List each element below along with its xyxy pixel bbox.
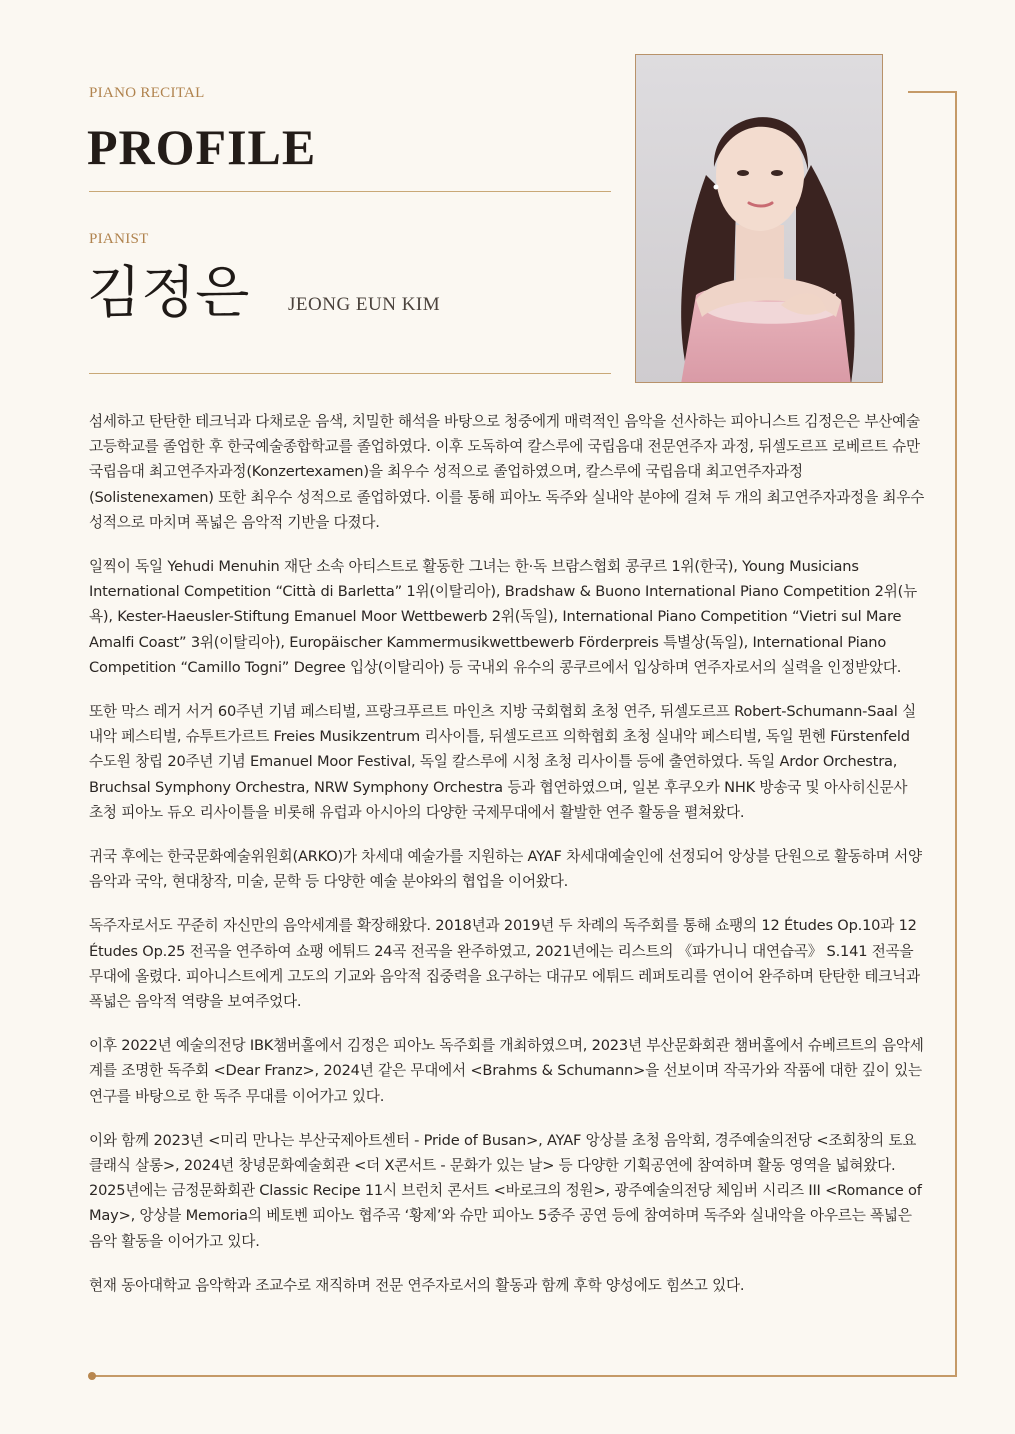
biography-paragraph: 이와 함께 2023년 <미리 만나는 부산국제아트센터 - Pride of Busan>, AYAF 앙상블 초청 음악회, 경주예술의전당 <조회창의 토요 클래식 살롱>, 2024년 창녕문화예술회관 <더 X콘서트 - 문화가 있는 날> 등 다양한 기획공연에 참여하며 활동 영역을 넓혀왔다. 2025년에는 금정문화회관 Classic Recipe 11시 브런치 콘서트 <바로크의 정원>, 광주예술의전당 체임버 시리즈 III <Romance of May>, 앙상블 Memoria의 베토벤 피아노 협주곡 ‘황제’와 슈만 피아노 5중주 공연 등에 참여하며 독주와 실내악을 아우르는 폭넓은 음악 활동을 이어가고 있다. [89, 1131, 922, 1250]
title-divider [89, 191, 611, 192]
frame-line-top [908, 91, 957, 93]
name-divider [89, 373, 611, 374]
artist-name-korean: 김정은 [87, 261, 250, 326]
biography-paragraph: 섬세하고 탄탄한 테크닉과 다채로운 음색, 치밀한 해석을 바탕으로 청중에게 매력적인 음악을 선사하는 피아니스트 김정은은 부산예술고등학교를 졸업한 후 한국예술종합학교를 졸업하였다. 이후 도독하여 칼스루에 국립음대 전문연주자 과정, 뒤셀도르프 로베르트 슈만 국립음대 최고연주자과정(Konzertexamen)을 최우수 성적으로 졸업하였으며, 칼스루에 국립음대 최고연주자과정(Solistenexamen) 또한 최우수 성적으로 졸업하였다. 이를 통해 피아노 독주와 실내악 분야에 걸쳐 두 개의 최고연주자과정을 최우수 성적으로 마치며 폭넓은 음악적 기반을 다졌다. [89, 413, 925, 531]
frame-endpoint-dot [88, 1372, 96, 1380]
biography-paragraph: 또한 막스 레거 서거 60주년 기념 페스티벌, 프랑크푸르트 마인츠 지방 국회협회 초청 연주, 뒤셀도르프 Robert-Schumann-Saal 실내악 페스티벌, 슈투트가르트 Freies Musikzentrum 리사이틀, 뒤셀도르프 의학협회 초청 실내악 페스티벌, 독일 뮌헨 Fürstenfeld 수도원 창립 20주년 기념 Emanuel Moor Festival, 독일 칼스루에 시청 초청 리사이틀 등에 출연하였다. 독일 Ardor Orchestra, Bruchsal Symphony Orchestra, NRW Symphony Orchestra 등과 협연하였으며, 일본 후쿠오카 NHK 방송국 및 아사히신문사 초청 피아노 듀오 리사이틀을 비롯해 유럽과 아시아의 다양한 국제무대에서 활발한 연주 활동을 펼쳐왔다. [89, 703, 916, 821]
frame-line-right [955, 91, 957, 1377]
biography-paragraph: 현재 동아대학교 음악학과 조교수로 재직하며 전문 연주자로서의 활동과 함께 후학 양성에도 힘쓰고 있다. [89, 1276, 745, 1294]
recital-label: PIANO RECITAL [89, 85, 205, 101]
frame-line-bottom [92, 1375, 957, 1377]
portrait-illustration [636, 55, 883, 383]
biography-paragraph: 귀국 후에는 한국문화예술위원회(ARKO)가 차세대 예술가를 지원하는 AYAF 차세대예술인에 선정되어 앙상블 단원으로 활동하며 서양음악과 국악, 현대창작, 미술, 문학 등 다양한 예술 분야와의 협업을 이어왔다. [89, 848, 922, 891]
artist-portrait [635, 54, 883, 383]
page-title: PROFILE [87, 119, 317, 175]
biography-paragraph: 독주자로서도 꾸준히 자신만의 음악세계를 확장해왔다. 2018년과 2019년 두 차례의 독주회를 통해 쇼팽의 12 Études Op.10과 12 Études Op.25 전곡을 연주하여 쇼팽 에튀드 24곡 전곡을 완주하였고, 2021년에는 리스트의 《파가니니 대연습곡》 S.141 전곡을 무대에 올렸다. 피아니스트에게 고도의 기교와 음악적 집중력을 요구하는 대규모 에튀드 레퍼토리를 연이어 완주하며 탄탄한 테크닉과 폭넓은 음악적 역량을 보여주었다. [89, 917, 920, 1011]
biography-paragraph: 이후 2022년 예술의전당 IBK챔버홀에서 김정은 피아노 독주회를 개최하였으며, 2023년 부산문화회관 챔버홀에서 슈베르트의 음악세계를 조명한 독주회 <Dear Franz>, 2024년 같은 무대에서 <Brahms & Schumann>을 선보이며 작곡가와 작품에 대한 깊이 있는 연구를 바탕으로 한 독주 무대를 이어가고 있다. [89, 1037, 924, 1105]
biography-paragraph: 일찍이 독일 Yehudi Menuhin 재단 소속 아티스트로 활동한 그녀는 한·독 브람스협회 콩쿠르 1위(한국), Young Musicians International Competition “Città di Barletta” 1위(이탈리아), Bradshaw & Buono International Piano Competition 2위(뉴욕), Kester-Haeusler-Stiftung Emanuel Moor Wettbewerb 2위(독일), International Piano Competition “Vietri sul Mare Amalfi Coast” 3위(이탈리아), Europäischer Kammermusikwettbewerb Förderpreis 특별상(독일), International Piano Competition “Camillo Togni” Degree 입상(이탈리아) 등 국내외 유수의 콩쿠르에서 입상하며 연주자로서의 실력을 인정받았다. [89, 558, 918, 676]
biography [89, 409, 925, 1317]
role-label: PIANIST [89, 231, 149, 247]
artist-name-english: JEONG EUN KIM [288, 294, 441, 315]
